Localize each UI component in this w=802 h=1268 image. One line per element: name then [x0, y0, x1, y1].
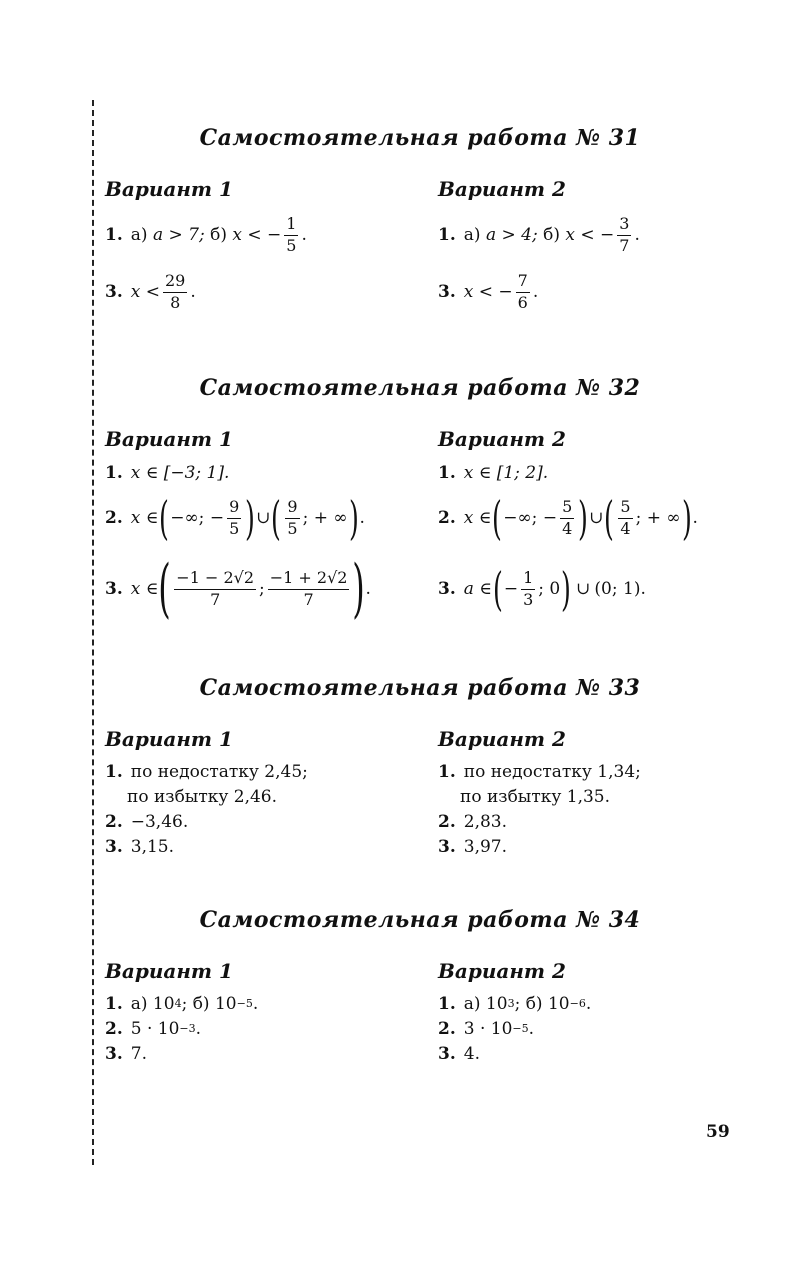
variant-1-column — [105, 727, 425, 859]
answer-line: 3. 3,15. — [105, 836, 175, 857]
answer-1: 1. а) a > 4; б) x < − $\frac{3}{7}$ . — [438, 214, 640, 255]
answer-1: 1. а) 10 3 ; б) 10 −6 . — [438, 993, 592, 1014]
variant-heading: Вариант 1 — [105, 727, 233, 751]
fraction: $\frac{-1 + 2√2}{7}$ — [269, 568, 348, 609]
answer-2: 2. 3 · 10 −5 . — [438, 1018, 535, 1039]
section-title: Самостоятельная работа № 34 — [199, 907, 641, 933]
cut-line — [92, 100, 94, 1165]
fraction: $\frac{-1 - 2√2}{7}$ — [176, 568, 255, 609]
variant-heading: Вариант 1 — [105, 959, 233, 983]
answer-line: по избытку 1,35. — [460, 786, 611, 807]
variant-heading: Вариант 2 — [438, 727, 566, 751]
answer-3: 3. 4. — [438, 1043, 480, 1064]
answer-3: 3. x ∈ ( $\frac{-1 - 2√2}{7}$ ; $\frac{-1 + 2√2}{7}$ ) . — [105, 552, 371, 626]
answer-3: 3. 7. — [105, 1043, 147, 1064]
answer-1: 1. а) 10 4 ; б) 10 −5 . — [105, 993, 259, 1014]
answer-line: 2. 2,83. — [438, 811, 508, 832]
variant-2-column — [438, 727, 758, 859]
answer-2: 2. x ∈ ( −∞; − $\frac{9}{5}$ ) ∪ ( $\frac{9}{5}$ ; + ∞ ) . — [105, 491, 365, 545]
answer-3: 3. a ∈ ( − $\frac{1}{3}$ ; 0 ) ∪ (0; 1). — [438, 562, 646, 616]
fraction: $\frac{7}{6}$ — [517, 271, 528, 312]
fraction: $\frac{1}{5}$ — [286, 214, 297, 255]
variant-2-column — [438, 427, 758, 629]
section-title: Самостоятельная работа № 33 — [199, 675, 641, 701]
answer-3: 3. x < − $\frac{7}{6}$ . — [438, 271, 539, 312]
variant-2-column — [438, 177, 758, 323]
page-number: 59 — [706, 1122, 730, 1142]
variant-heading: Вариант 2 — [438, 959, 566, 983]
answer-2: 2. 5 · 10 −3 . — [105, 1018, 202, 1039]
variant-heading: Вариант 2 — [438, 427, 566, 451]
variant-heading: Вариант 1 — [105, 427, 233, 451]
answer-1: 1. x ∈ [1; 2]. — [438, 463, 549, 483]
variant-1-column — [105, 427, 425, 629]
fraction: $\frac{5}{4}$ — [620, 497, 631, 538]
variant-1-column — [105, 177, 425, 323]
section-title: Самостоятельная работа № 31 — [199, 125, 641, 151]
answer-line: 1. по недостатку 2,45; — [105, 761, 308, 782]
fraction: $\frac{5}{4}$ — [562, 497, 573, 538]
answer-line: по избытку 2,46. — [127, 786, 278, 807]
answer-3: 3. x < $\frac{29}{8}$ . — [105, 271, 196, 312]
section-title: Самостоятельная работа № 32 — [199, 375, 641, 401]
answer-line: 2. −3,46. — [105, 811, 189, 832]
variant-2-column — [438, 959, 758, 1066]
answer-line: 1. по недостатку 1,34; — [438, 761, 641, 782]
variant-1-column — [105, 959, 425, 1066]
answer-line: 3. 3,97. — [438, 836, 508, 857]
fraction: $\frac{3}{7}$ — [619, 214, 630, 255]
answer-1: 1. x ∈ [−3; 1]. — [105, 463, 230, 483]
fraction: $\frac{9}{5}$ — [229, 497, 240, 538]
answer-2: 2. x ∈ ( −∞; − $\frac{5}{4}$ ) ∪ ( $\frac{5}{4}$ ; + ∞ ) . — [438, 491, 698, 545]
fraction: $\frac{9}{5}$ — [287, 497, 298, 538]
variant-heading: Вариант 1 — [105, 177, 233, 201]
fraction: $\frac{1}{3}$ — [523, 568, 534, 609]
answer-1: 1. а) a > 7; б) x < − $\frac{1}{5}$ . — [105, 214, 307, 255]
variant-heading: Вариант 2 — [438, 177, 566, 201]
fraction: $\frac{29}{8}$ — [165, 271, 186, 312]
